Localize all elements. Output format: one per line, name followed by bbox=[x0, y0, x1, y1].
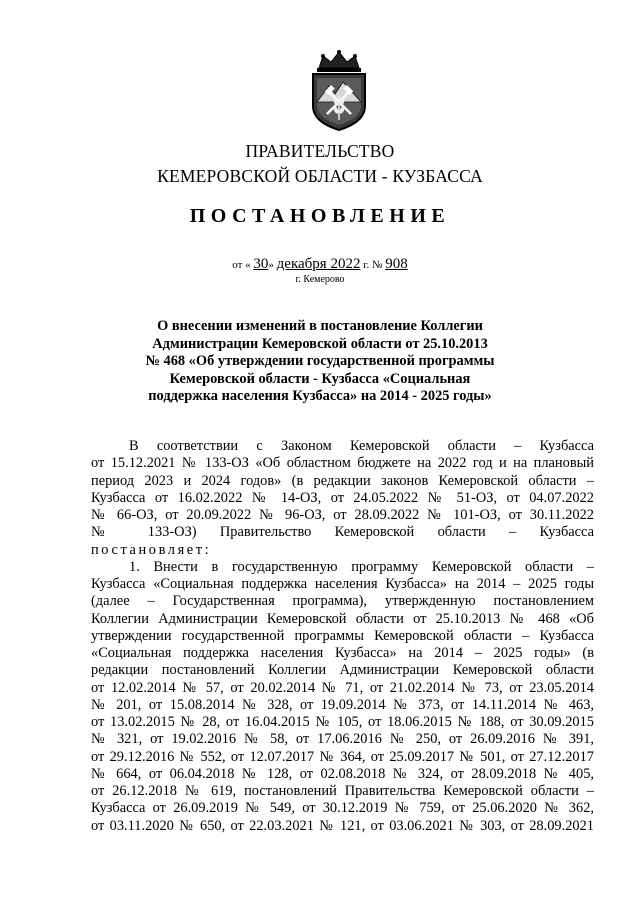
body-line: от 26.12.2018 № 619, постановлений Правительства Кемеровской области – bbox=[91, 783, 594, 799]
body-line: от 29.12.2016 № 552, от 12.07.2017 № 364, от 25.09.2017 № 501, от 27.12.2017 bbox=[91, 748, 594, 765]
heading-line: О внесении изменений в постановление Коллегии bbox=[157, 318, 483, 334]
document-body bbox=[91, 438, 594, 835]
org-name-line1: ПРАВИТЕЛЬСТВО bbox=[245, 141, 395, 161]
date-day: 30 bbox=[253, 256, 269, 272]
heading-line: Кемеровской области - Кузбасса «Социальная bbox=[169, 370, 471, 387]
heading-line: Администрации Кемеровской области от 25.10.2013 bbox=[152, 335, 488, 352]
body-line: от 12.02.2014 № 57, от 20.02.2014 № 71, от 21.02.2014 № 73, от 23.05.2014 bbox=[91, 679, 594, 696]
heading-line: поддержка населения Кузбасса» на 2014 - 2025 годы» bbox=[148, 388, 492, 405]
body-line: Коллегии Администрации Кемеровской области от 25.10.2013 № 468 «Об bbox=[91, 610, 594, 627]
body-line: (далее – Государственная программа), утвержденную постановлением bbox=[91, 593, 594, 610]
body-line: № 321, от 19.02.2016 № 58, от 17.06.2016 № 250, от 26.09.2016 № 391, bbox=[91, 731, 594, 748]
body-line: Кузбасса от 26.09.2019 № 549, от 30.12.2019 № 759, от 25.06.2020 № 362, bbox=[91, 800, 594, 817]
date-month-year: декабря 2022 bbox=[276, 256, 361, 272]
body-line: № 201, от 15.08.2014 № 328, от 19.09.2014 № 373, от 14.11.2014 № 463, bbox=[91, 696, 594, 713]
body-line: № 664, от 06.04.2018 № 128, от 02.08.2018 № 324, от 28.09.2018 № 405, bbox=[91, 765, 594, 782]
body-line: № 66-ОЗ, от 20.09.2022 № 96-ОЗ, от 28.09.2022 № 101-ОЗ, от 30.11.2022 bbox=[91, 507, 594, 523]
document-type-title: ПОСТАНОВЛЕНИЕ bbox=[189, 205, 451, 227]
body-line: период 2023 и 2024 годов» (в редакции законов Кемеровской области – bbox=[91, 472, 594, 489]
org-name-line2: КЕМЕРОВСКОЙ ОБЛАСТИ - КУЗБАССА bbox=[157, 166, 483, 186]
number-prefix: № bbox=[372, 259, 383, 271]
body-line: № 133-ОЗ) Правительство Кемеровской области – Кузбасса bbox=[91, 524, 594, 541]
body-line: Кузбасса «Социальная поддержка населения Кузбасса» на 2014 – 2025 годы bbox=[91, 576, 594, 592]
body-line: от 13.02.2015 № 28, от 16.04.2015 № 105, от 18.06.2015 № 188, от 30.09.2015 bbox=[91, 714, 594, 730]
body-line: утверждении государственной программы Кемеровской области – Кузбасса bbox=[91, 627, 594, 644]
document-heading bbox=[120, 318, 520, 406]
city-label: г. Кемерово bbox=[295, 274, 345, 285]
body-line: редакции постановлений Коллегии Администрации Кемеровской области bbox=[91, 662, 594, 679]
body-line-postanovlyaet: постановляет: bbox=[91, 541, 212, 558]
date-year-suffix: г. bbox=[363, 259, 370, 271]
date-prefix: от « bbox=[232, 259, 251, 271]
body-line: Кузбасса от 16.02.2022 № 14-ОЗ, от 24.05.2022 № 51-ОЗ, от 04.07.2022 bbox=[91, 489, 594, 506]
date-sep: » bbox=[268, 259, 274, 271]
body-line: от 03.11.2020 № 650, от 22.03.2021 № 121, от 03.06.2021 № 303, от 28.09.2021 bbox=[91, 817, 594, 834]
body-line: от 15.12.2021 № 133-ОЗ «Об областном бюджете на 2022 год и на плановый bbox=[91, 455, 594, 472]
coat-of-arms-emblem bbox=[303, 50, 375, 132]
body-line: 1. Внести в государственную программу Кемеровской области – bbox=[129, 558, 594, 575]
document-number: 908 bbox=[385, 256, 408, 272]
body-line: «Социальная поддержка населения Кузбасса» на 2014 – 2025 годы» (в bbox=[91, 645, 594, 661]
heading-line: № 468 «Об утверждении государственной программы bbox=[145, 353, 495, 370]
body-line: В соответствии с Законом Кемеровской области – Кузбасса bbox=[129, 438, 594, 454]
document-date-line bbox=[0, 256, 640, 273]
